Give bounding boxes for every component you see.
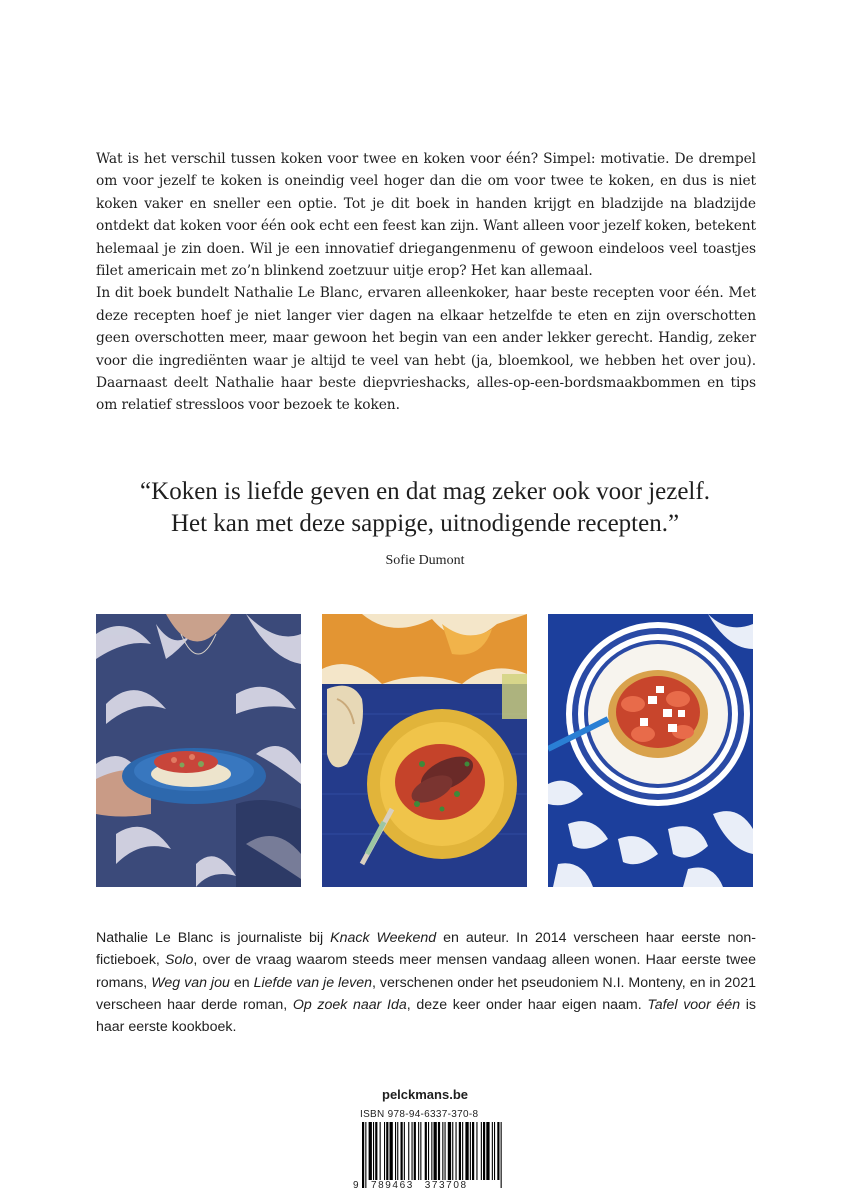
barcode-bar <box>472 1122 474 1180</box>
barcode-bar <box>492 1122 493 1180</box>
barcode-bar <box>384 1122 385 1180</box>
blurb-paragraph: In dit boek bundelt Nathalie Le Blanc, ervaren alleenkoker, haar beste recepten voor één. Met deze recepten hoef je niet langer vier dagen na elkaar hetzelfde te eten en zijn overschotten geen overschotten meer, maar gewoon het begin van een ander lekker gerecht. Handig, zeker voor die ingrediënten waar je altijd te veel van hebt (ja, bloemkool, we hebben het over jou). Daarnaast deelt Nathalie haar beste diepvrieshacks, alles-op-een-bordsmaakbommen en tips om relatief stressloos voor bezoek te koken. <box>96 285 756 414</box>
barcode-bar <box>459 1122 461 1180</box>
barcode-bar <box>408 1122 409 1180</box>
barcode-bar <box>412 1122 413 1188</box>
barcode-bar <box>438 1122 440 1180</box>
barcode-bar <box>390 1122 393 1180</box>
barcode-bar <box>462 1122 463 1180</box>
barcode-bar <box>414 1122 416 1180</box>
barcode-bar <box>395 1122 396 1180</box>
barcode-bar <box>494 1122 495 1180</box>
barcode-bar <box>434 1122 437 1180</box>
barcode-bar <box>397 1122 398 1180</box>
barcode-bar <box>369 1122 372 1180</box>
publisher-url: pelckmans.be <box>382 1087 468 1102</box>
barcode-bar <box>452 1122 453 1180</box>
blurb-paragraph: Wat is het verschil tussen koken voor twee en koken voor één? Simpel: motivatie. De drempel om voor jezelf te koken is oneindig veel hoger dan die om voor twee te koken, en dus is niet koken vaker en sneller een optie. Tot je dit boek in handen krijgt en bladzijde na bladzijde ontdekt dat koken voor één ook echt een feest kan zijn. Want alleen voor jezelf koken, betekent helemaal je zin doen. Wil je een innovatief driegangenmenu of gewoon eindeloos veel toastjes filet americain met zo’n blinkend zoetzuur uitje erop? Het kan allemaal. <box>96 151 756 280</box>
barcode-bar <box>448 1122 451 1180</box>
magazine-title: Knack Weekend <box>330 930 437 946</box>
barcode-bar <box>401 1122 403 1180</box>
isbn-number: ISBN 978-94-6337-370-8 <box>360 1109 479 1120</box>
person-holding-bowl-photo <box>96 614 301 887</box>
barcode-bar <box>445 1122 446 1180</box>
quote-line: Het kan met deze sappige, uitnodigende recepten.” <box>170 510 680 537</box>
book-title: Tafel voor één <box>647 996 741 1013</box>
barcode-bar <box>425 1122 427 1180</box>
barcode-bar <box>481 1122 482 1180</box>
book-title: Weg van jou <box>151 974 230 991</box>
book-title: Op zoek naar Ida <box>292 996 407 1013</box>
barcode-bar <box>501 1122 502 1188</box>
barcode-bar <box>375 1122 377 1180</box>
pasta-plate-photo <box>548 614 753 887</box>
quote-author: Sofie Dumont <box>385 553 465 568</box>
barcode-bar <box>365 1122 366 1188</box>
barcode-bar <box>486 1122 489 1180</box>
barcode-digits: 9 789463 373708 <box>353 1180 468 1191</box>
barcode-bar <box>420 1122 421 1180</box>
quote-line: “Koken is liefde geven en dat mag zeker ook voor jezelf. <box>140 478 710 505</box>
barcode-bar <box>362 1122 364 1188</box>
barcode-bar <box>483 1122 485 1180</box>
author-bio-text: Nathalie Le Blanc is journaliste bij Knack Weekend en auteur. In 2014 verscheen haar eerste non-fictieboek, Solo, over de vraag waarom steeds meer mensen vandaag alleen wonen. Haar eerste twee romans, Weg van jou en Liefde van je leven, verschenen onder het pseudoniem N.I. Monteny, en in 2021 verscheen haar derde roman, Op zoek naar Ida, deze keer onder haar eigen naam. Tafel voor één is haar eerste kookboek. <box>96 930 756 1036</box>
barcode-bar <box>476 1122 477 1180</box>
barcode-bar <box>418 1122 419 1180</box>
barcode-bar <box>373 1122 374 1180</box>
back-cover-blurb <box>96 148 756 417</box>
book-title: Liefde van je leven <box>253 974 372 991</box>
barcode-bar <box>456 1122 457 1180</box>
barcode-bar <box>497 1122 499 1180</box>
barcode-bar <box>470 1122 471 1180</box>
steak-plate-photo <box>322 614 527 887</box>
author-bio <box>96 927 756 1038</box>
barcode-bar <box>465 1122 468 1180</box>
barcode-bar <box>380 1122 381 1180</box>
book-title: Solo <box>165 952 194 969</box>
barcode <box>352 1122 512 1192</box>
endorsement-quote <box>60 476 790 569</box>
barcode-bar <box>404 1122 405 1180</box>
barcode-bar <box>428 1122 429 1180</box>
barcode-bar <box>431 1122 432 1180</box>
barcode-bar <box>386 1122 388 1180</box>
barcode-bar <box>442 1122 443 1180</box>
